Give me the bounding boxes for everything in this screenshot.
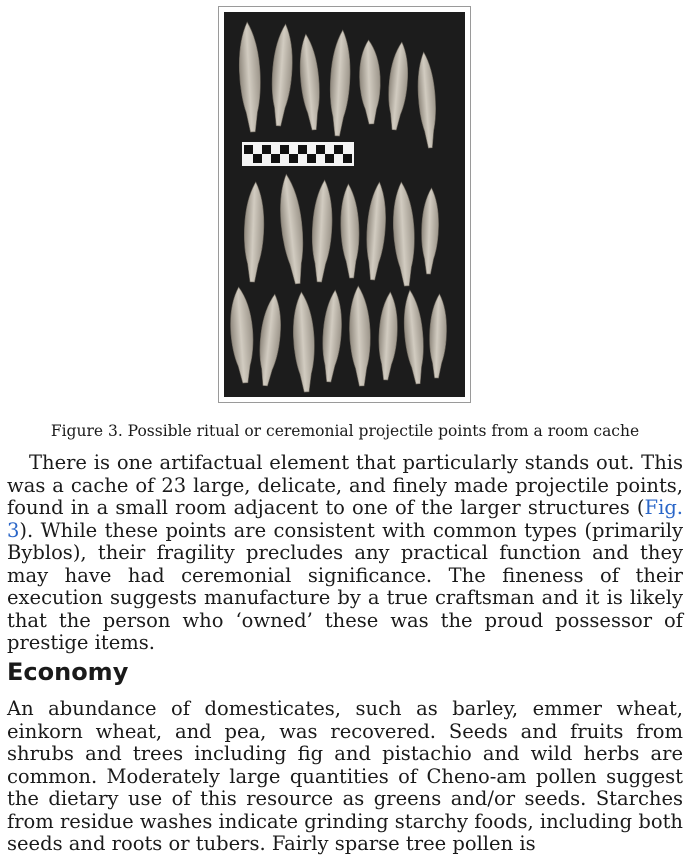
scale-square — [316, 145, 325, 154]
paragraph-text: ). While these points are consistent with common types (primarily Byblos), their fragility precludes any practical function and they may have had ceremonial significance. The fineness of their execution suggests manufacture by a true craftsman and it is likely that the person who ‘owned’ these was the proud possessor of prestige items. — [7, 518, 683, 654]
figure-3-link[interactable]: Fig. 3 — [7, 496, 683, 542]
figure-caption: Figure 3. Possible ritual or ceremonial projectile points from a room cache — [50, 422, 640, 440]
scale-square — [343, 154, 352, 163]
scale-square — [307, 154, 316, 163]
scale-square — [289, 154, 298, 163]
scale-square — [298, 145, 307, 154]
scale-square — [253, 154, 262, 163]
paragraph-text: There is one artifactual element that particularly stands out. This was a cache of 23 large, delicate, and finely made projectile points, found in a small room adjacent to one of the larger structures ( — [7, 451, 683, 519]
scale-square — [244, 145, 253, 154]
scale-square — [271, 154, 280, 163]
section-heading: Economy — [7, 658, 129, 686]
paragraph-economy: An abundance of domesticates, such as barley, emmer wheat, einkorn wheat, and pea, was recovered. Seeds and fruits from shrubs and trees including fig and pistachio and wild herbs are common. Moderately large quantities of Cheno-am pollen suggest the dietary use of this resource as greens and/or seeds. Starches from residue washes indicate grinding starchy foods, including both seeds and roots or tubers. Fairly sparse tree pollen is — [7, 697, 683, 855]
projectile-points-photo — [224, 12, 465, 397]
scale-bar — [242, 142, 354, 166]
scale-square — [280, 145, 289, 154]
figure-3 — [218, 6, 471, 403]
scale-square — [262, 145, 271, 154]
scale-square — [334, 145, 343, 154]
scale-square — [325, 154, 334, 163]
paragraph-cache — [7, 452, 683, 655]
